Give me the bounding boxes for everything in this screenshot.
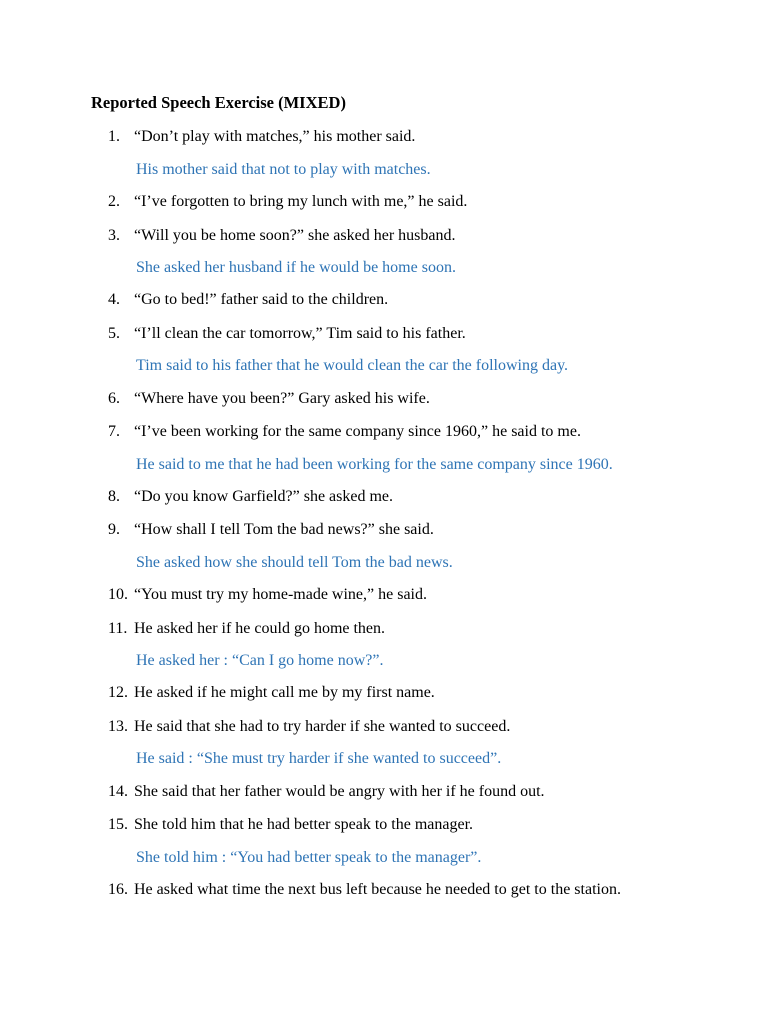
item-question: He asked her if he could go home then. (134, 620, 386, 637)
item-number: 3. (108, 227, 120, 244)
item-number: 4. (108, 291, 120, 308)
item-question: She told him that he had better speak to the manager. (134, 816, 474, 833)
item-answer: Tim said to his father that he would clean the car the following day. (136, 357, 569, 374)
item-answer: He said to me that he had been working for the same company since 1960. (136, 456, 613, 473)
item-answer: He asked her : “Can I go home now?”. (136, 652, 384, 669)
item-number: 8. (108, 488, 120, 505)
item-question: “Don’t play with matches,” his mother said. (134, 128, 416, 145)
item-question: “I’ve forgotten to bring my lunch with me,” he said. (134, 193, 468, 210)
item-question: “How shall I tell Tom the bad news?” she said. (134, 521, 434, 538)
item-number: 14. (108, 783, 128, 800)
item-question: “I’ll clean the car tomorrow,” Tim said to his father. (134, 325, 466, 342)
item-answer: He said : “She must try harder if she wanted to succeed”. (136, 750, 502, 767)
item-number: 12. (108, 684, 128, 701)
item-number: 2. (108, 193, 120, 210)
item-question: “Where have you been?” Gary asked his wife. (134, 390, 430, 407)
item-number: 16. (108, 881, 128, 898)
item-question: He asked if he might call me by my first name. (134, 684, 435, 701)
item-number: 15. (108, 816, 128, 833)
item-question: “Do you know Garfield?” she asked me. (134, 488, 394, 505)
item-number: 9. (108, 521, 120, 538)
item-question: “I’ve been working for the same company since 1960,” he said to me. (134, 423, 581, 440)
item-number: 13. (108, 718, 128, 735)
item-number: 1. (108, 128, 120, 145)
item-number: 5. (108, 325, 120, 342)
item-answer: She told him : “You had better speak to the manager”. (136, 849, 482, 866)
item-question: He said that she had to try harder if she wanted to succeed. (134, 718, 511, 735)
item-question: “Will you be home soon?” she asked her husband. (134, 227, 456, 244)
item-number: 6. (108, 390, 120, 407)
item-answer: She asked her husband if he would be home soon. (136, 259, 456, 276)
item-number: 10. (108, 586, 128, 603)
item-answer: She asked how she should tell Tom the bad news. (136, 554, 453, 571)
item-answer: His mother said that not to play with matches. (136, 161, 431, 178)
item-question: “Go to bed!” father said to the children. (134, 291, 389, 308)
item-number: 7. (108, 423, 120, 440)
item-question: “You must try my home-made wine,” he said. (134, 586, 427, 603)
document-title: Reported Speech Exercise (MIXED) (91, 93, 346, 112)
item-question: She said that her father would be angry with her if he found out. (134, 783, 545, 800)
item-number: 11. (108, 620, 128, 637)
item-question: He asked what time the next bus left because he needed to get to the station. (134, 881, 621, 898)
